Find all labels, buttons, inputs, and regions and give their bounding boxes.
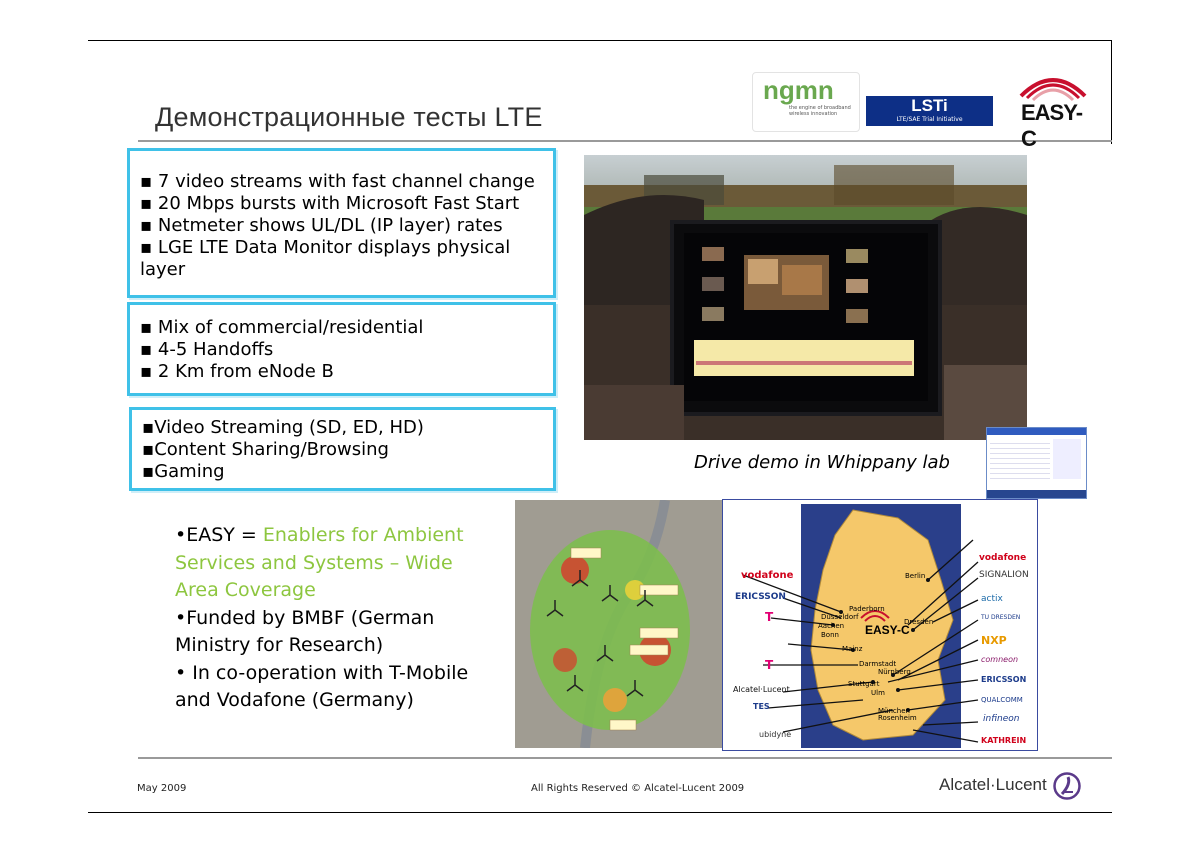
thumbnail-taskbar <box>987 490 1086 498</box>
map-city-label: Rosenheim <box>878 714 917 722</box>
thumbnail-table <box>990 439 1050 479</box>
partner-logo: actix <box>981 594 1003 604</box>
partner-logo: TU DRESDEN <box>981 614 1021 621</box>
photo-caption: Drive demo in Whippany lab <box>694 452 950 473</box>
map-city-label: Mainz <box>842 645 863 653</box>
ngmn-logo <box>752 72 860 132</box>
list-item: ▪ 4-5 Handoffs <box>140 339 274 360</box>
easy-description <box>175 522 495 715</box>
footer-date: May 2009 <box>137 783 187 794</box>
partner-logo: T <box>765 658 774 672</box>
easy-prefix: •EASY = <box>175 524 263 546</box>
map-city-label: Ulm <box>871 689 885 697</box>
footer-divider <box>138 757 1112 759</box>
partner-logo: vodafone <box>979 553 1027 563</box>
partner-logo: ubidyne <box>759 730 792 739</box>
partner-logo: Alcatel·Lucent <box>733 685 790 694</box>
map-city-label: Nürnberg <box>878 668 911 676</box>
list-item: ▪Video Streaming (SD, ED, HD) <box>142 417 424 438</box>
partner-logo: NXP <box>981 634 1007 647</box>
alcatel-lucent-brand: Alcatel·Lucent <box>939 775 1047 794</box>
list-item: ▪ Netmeter shows UL/DL (IP layer) rates <box>140 215 503 236</box>
partner-logo: vodafone <box>741 570 794 581</box>
partner-logo: ERICSSON <box>981 675 1027 684</box>
easy-c-logo-text: EASY-C <box>1021 100 1083 151</box>
partner-logo: TES <box>753 702 770 711</box>
slide-title: Демонстрационные тесты LTE <box>155 102 543 132</box>
map-city-label: Bonn <box>821 631 839 639</box>
partner-logo: T <box>765 610 774 624</box>
drive-demo-photo <box>584 155 1027 440</box>
map-city-label: Darmstadt <box>859 660 897 668</box>
car-interior-illustration <box>584 155 1027 440</box>
partner-logo: infineon <box>983 714 1020 724</box>
easy-cooperation: • In co-operation with T-Mobile and Vodafone (Germany) <box>175 661 469 711</box>
services-box <box>129 407 556 491</box>
map-city-label: Düsseldorf <box>821 613 859 621</box>
easy-expansion: Enablers for Ambient Services and Systems – Wide Area Coverage <box>175 524 464 601</box>
ngmn-logo-sub: the engine of broadband wireless innovation <box>789 105 851 117</box>
thumbnail-titlebar <box>987 428 1086 435</box>
alcatel-lucent-logo-icon <box>1053 772 1081 800</box>
map-city-label: Aachen <box>818 622 845 630</box>
list-item: layer <box>140 259 186 280</box>
coverage-heatmap-illustration <box>515 500 722 748</box>
list-item: ▪ LGE LTE Data Monitor displays physical <box>140 237 511 258</box>
list-item: ▪Gaming <box>142 461 225 482</box>
list-item: ▪ 20 Mbps bursts with Microsoft Fast Start <box>140 193 520 214</box>
easy-definition <box>175 522 495 605</box>
list-item: ▪ Mix of commercial/residential <box>140 317 424 338</box>
map-city-label: Dresden <box>904 618 934 626</box>
germany-partner-map <box>722 499 1038 751</box>
easy-funding: •Funded by BMBF (German Ministry for Research) <box>175 606 435 656</box>
lsti-logo-text: LSTi <box>911 96 948 115</box>
coverage-map <box>515 500 722 748</box>
features-box <box>127 148 556 298</box>
list-item: ▪ 2 Km from eNode B <box>140 361 334 382</box>
right-border <box>1111 40 1112 144</box>
software-screenshot-thumbnail <box>986 427 1087 499</box>
lsti-logo <box>866 96 993 126</box>
footer-rights: All Rights Reserved © Alcatel-Lucent 2009 <box>531 783 745 794</box>
list-item: ▪ 7 video streams with fast channel change <box>140 171 535 192</box>
lsti-logo-sub: LTE/SAE Trial Initiative <box>896 116 963 123</box>
map-city-label: Stuttgart <box>848 680 880 688</box>
partner-logo: KATHREIN <box>981 736 1027 745</box>
partner-logo: QUALCOMM <box>981 696 1023 704</box>
map-easy-label: EASY-C <box>865 623 910 637</box>
map-city-label: Berlin <box>905 572 926 580</box>
list-item: ▪Content Sharing/Browsing <box>142 439 389 460</box>
map-city-label: München <box>878 707 910 715</box>
bottom-border <box>88 812 1112 813</box>
ngmn-logo-text: ngmn <box>763 75 834 105</box>
partner-logo: ERICSSON <box>735 592 786 602</box>
map-city-label: Paderborn <box>849 605 885 613</box>
thumbnail-side-panel <box>1053 439 1081 479</box>
title-underline <box>138 140 1112 142</box>
partner-logo: comneon <box>981 655 1019 664</box>
partner-logo: SIGNALION <box>979 570 1029 580</box>
top-border <box>88 40 1112 41</box>
route-box <box>127 302 556 396</box>
easy-c-logo <box>1013 70 1093 151</box>
